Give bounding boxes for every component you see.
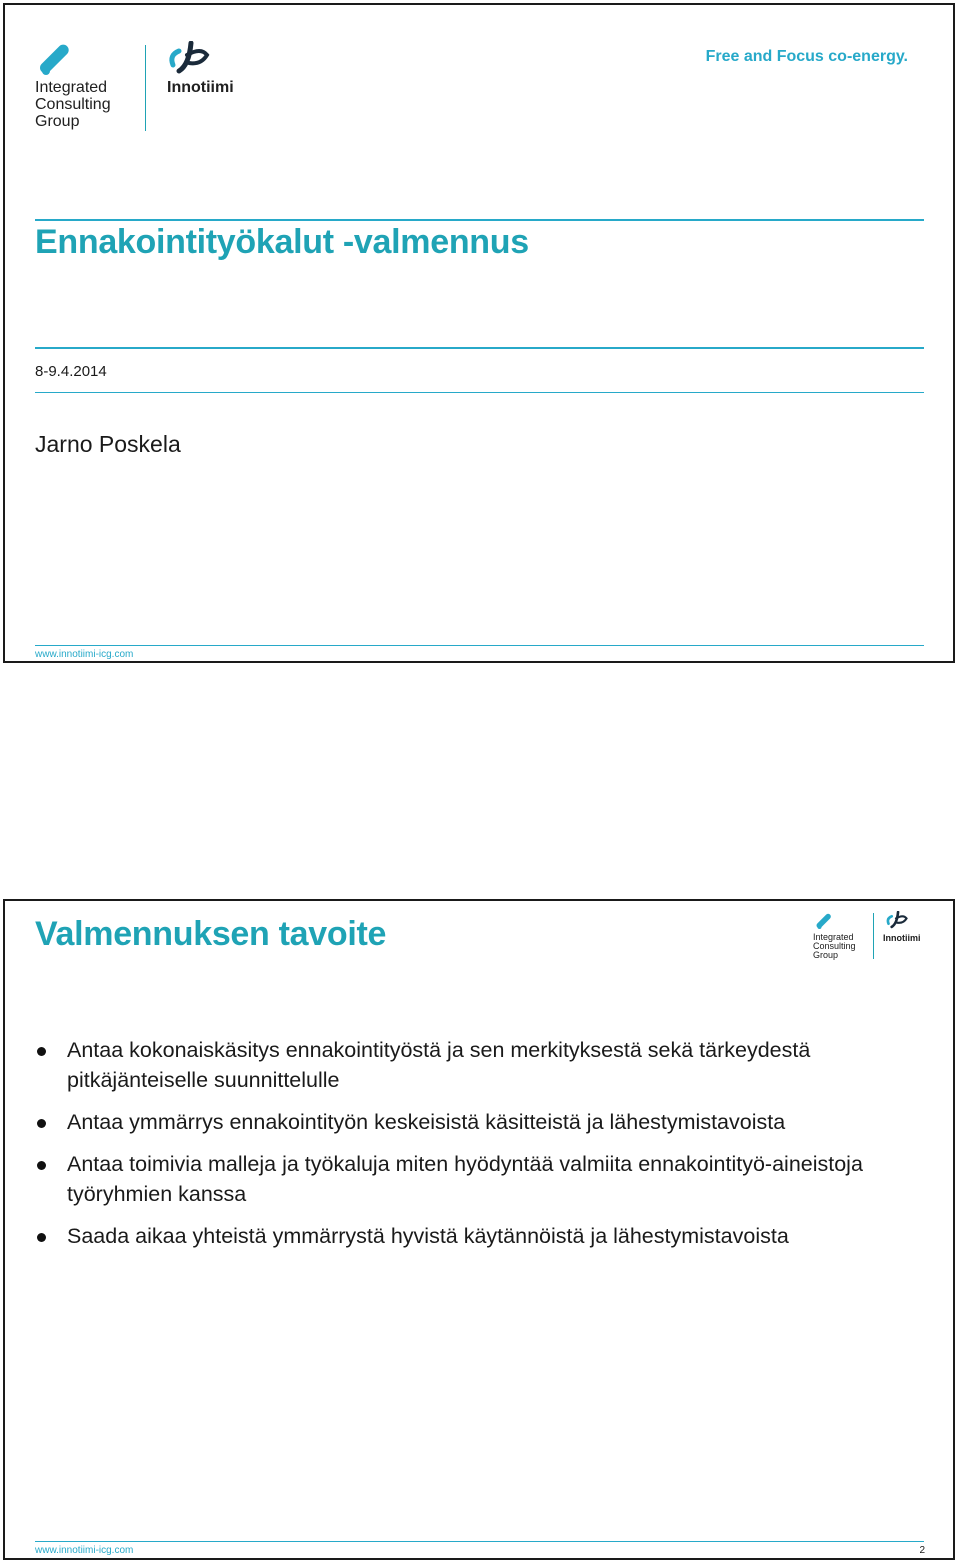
slide-title: Valmennuksen tavoite: [35, 915, 387, 953]
bullet-dot-icon: [37, 1119, 46, 1128]
author-name: Jarno Poskela: [35, 431, 181, 457]
footer-rule: [35, 645, 924, 646]
icg-logo-icon: [37, 43, 71, 77]
tagline: Free and Focus co-energy.: [705, 48, 908, 65]
company-logos: [35, 41, 245, 137]
slide-title: Ennakointityökalut -valmennus: [35, 223, 529, 261]
icg-logo-text: Integrated Consulting Group: [813, 932, 856, 960]
bullet-dot-icon: [37, 1161, 46, 1170]
date-text: 8-9.4.2014: [35, 363, 107, 380]
title-bottom-rule: [35, 347, 924, 349]
list-item: Antaa ymmärrys ennakointityön keskeisistä käsitteistä ja lähestymistavoista: [37, 1107, 927, 1137]
bullet-list: [37, 1035, 927, 1263]
title-top-rule: [35, 219, 924, 221]
company-logos-small: [813, 911, 923, 963]
innotiimi-logo-icon: [167, 41, 211, 75]
content-slide: [3, 899, 955, 1560]
page-number: 2: [919, 1545, 925, 1556]
list-item: Antaa toimivia malleja ja työkaluja miten hyödyntää valmiita ennakointityö-aineistoja työryhmien kanssa: [37, 1149, 927, 1209]
innotiimi-logo-text: Innotiimi: [167, 79, 234, 96]
footer-url[interactable]: www.innotiimi-icg.com: [35, 649, 134, 660]
footer-url[interactable]: www.innotiimi-icg.com: [35, 1545, 134, 1556]
date-rule: [35, 392, 924, 393]
footer-rule: [35, 1541, 924, 1542]
icg-logo-icon: [815, 913, 832, 930]
logo-divider: [145, 45, 146, 131]
list-item: Saada aikaa yhteistä ymmärrystä hyvistä käytännöistä ja lähestymistavoista: [37, 1221, 927, 1251]
logo-divider: [873, 913, 874, 959]
title-slide: [3, 3, 955, 663]
list-item: Antaa kokonaiskäsitys ennakointityöstä ja sen merkityksestä sekä tärkeydestä pitkäjänteiselle suunnittelulle: [37, 1035, 927, 1095]
bullet-dot-icon: [37, 1047, 46, 1056]
bullet-dot-icon: [37, 1233, 46, 1242]
innotiimi-logo-icon: [885, 911, 909, 929]
innotiimi-logo-text: Innotiimi: [883, 933, 921, 943]
icg-logo-text: Integrated Consulting Group: [35, 79, 111, 130]
